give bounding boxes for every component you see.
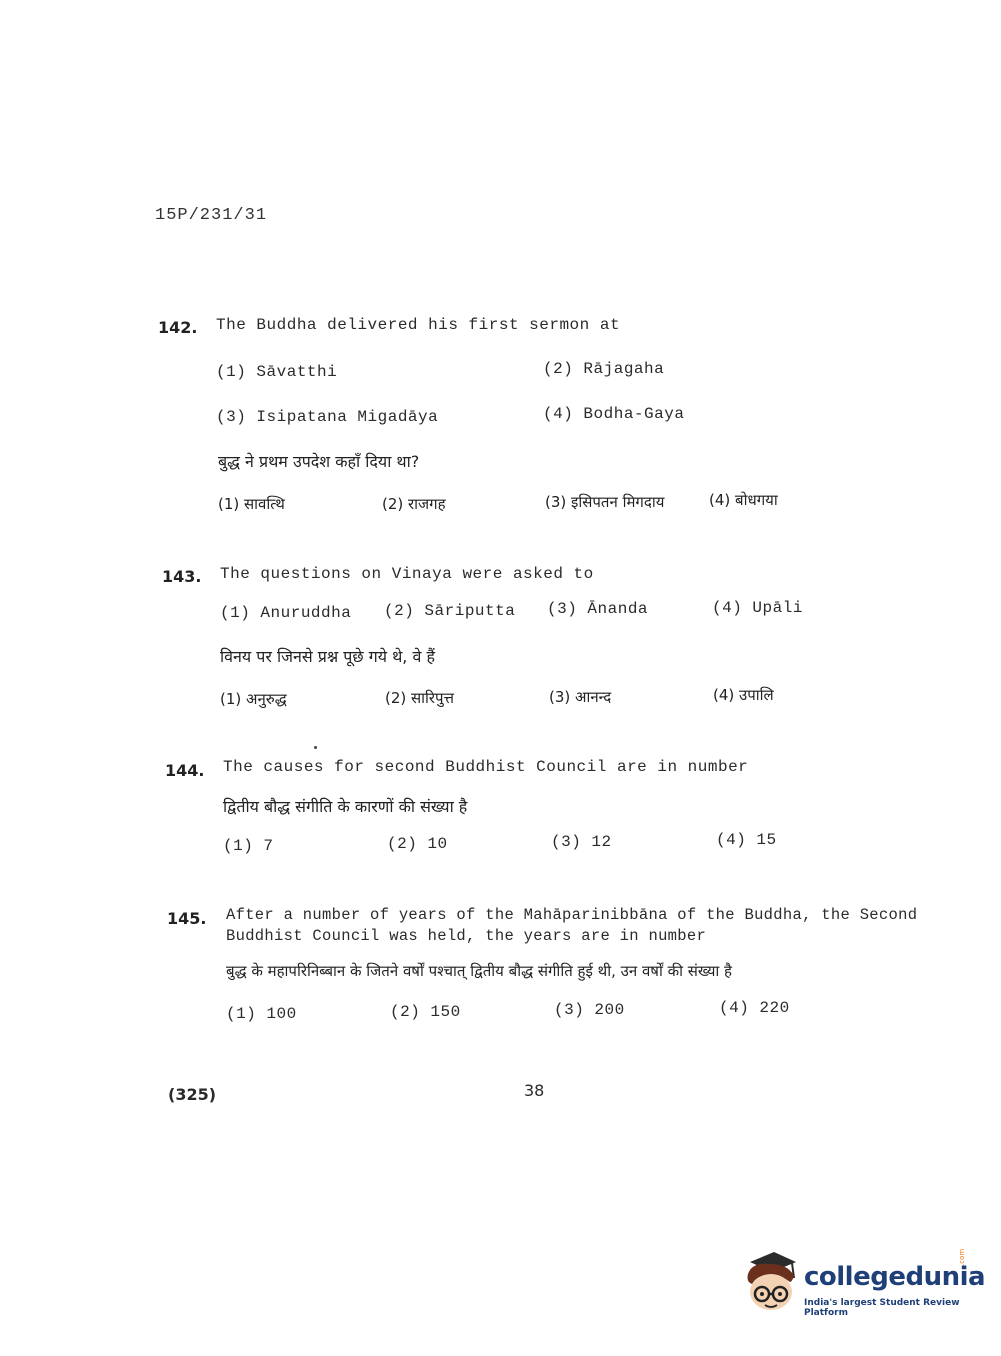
option: (4) Bodha-Gaya (543, 405, 685, 423)
booklet-code: (325) (168, 1085, 217, 1104)
option-hindi: (1) अनुरुद्ध (220, 690, 287, 708)
option-hindi: (3) आनन्द (549, 688, 612, 706)
question-number: 144. (165, 761, 205, 780)
option: (1) 100 (226, 1005, 297, 1023)
option: (3) 12 (551, 833, 612, 851)
option: (1) Sāvatthi (216, 363, 338, 381)
logo-suffix: .com (958, 1248, 966, 1266)
option-hindi: (1) सावत्थि (218, 495, 285, 513)
logo-wordmark: collegedunia (804, 1262, 986, 1292)
question-text-hindi: द्वितीय बौद्ध संगीति के कारणों की संख्या है (223, 797, 468, 816)
question-text: Buddhist Council was held, the years are in number (226, 927, 707, 945)
option: (2) Sāriputta (384, 602, 516, 620)
stray-dot (314, 746, 317, 749)
question-text: The Buddha delivered his first sermon at (216, 316, 621, 334)
option: (2) Rājagaha (543, 360, 665, 378)
question-text-hindi: विनय पर जिनसे प्रश्न पूछे गये थे, वे हैं (220, 647, 435, 666)
option: (3) Isipatana Migadāya (216, 408, 439, 426)
paper-code: 15P/231/31 (155, 206, 268, 225)
option: (3) 200 (554, 1001, 625, 1019)
option: (2) 10 (387, 835, 448, 853)
mascot-icon (740, 1248, 802, 1314)
question-text: After a number of years of the Mahāparinibbāna of the Buddha, the Second (226, 906, 918, 924)
option: (3) Ānanda (547, 600, 649, 618)
option-hindi: (2) सारिपुत्त (385, 689, 454, 707)
question-text: The causes for second Buddhist Council are in number (223, 758, 749, 776)
option-hindi: (4) बोधगया (709, 491, 778, 509)
logo-tagline: India's largest Student Review Platform (804, 1298, 960, 1318)
collegedunia-logo (740, 1248, 986, 1318)
question-text-hindi: बुद्ध ने प्रथम उपदेश कहाँ दिया था? (218, 452, 420, 471)
option-hindi: (4) उपालि (713, 686, 774, 704)
question-text: The questions on Vinaya were asked to (220, 565, 594, 583)
option: (1) Anuruddha (220, 604, 352, 622)
question-number: 145. (167, 909, 207, 928)
option-hindi: (3) इसिपतन मिगदाय (545, 493, 665, 511)
page-number: 38 (524, 1081, 545, 1100)
question-text-hindi: बुद्ध के महापरिनिब्बान के जितने वर्षों पश्चात् द्वितीय बौद्ध संगीति हुई थी, उन वर्षों की संख्या है (226, 962, 733, 980)
question-number: 143. (162, 567, 202, 586)
option-hindi: (2) राजगह (382, 495, 446, 513)
option: (4) Upāli (712, 599, 803, 617)
option: (4) 15 (716, 831, 777, 849)
option: (1) 7 (223, 837, 274, 855)
question-number: 142. (158, 318, 198, 337)
option: (4) 220 (719, 999, 790, 1017)
option: (2) 150 (390, 1003, 461, 1021)
